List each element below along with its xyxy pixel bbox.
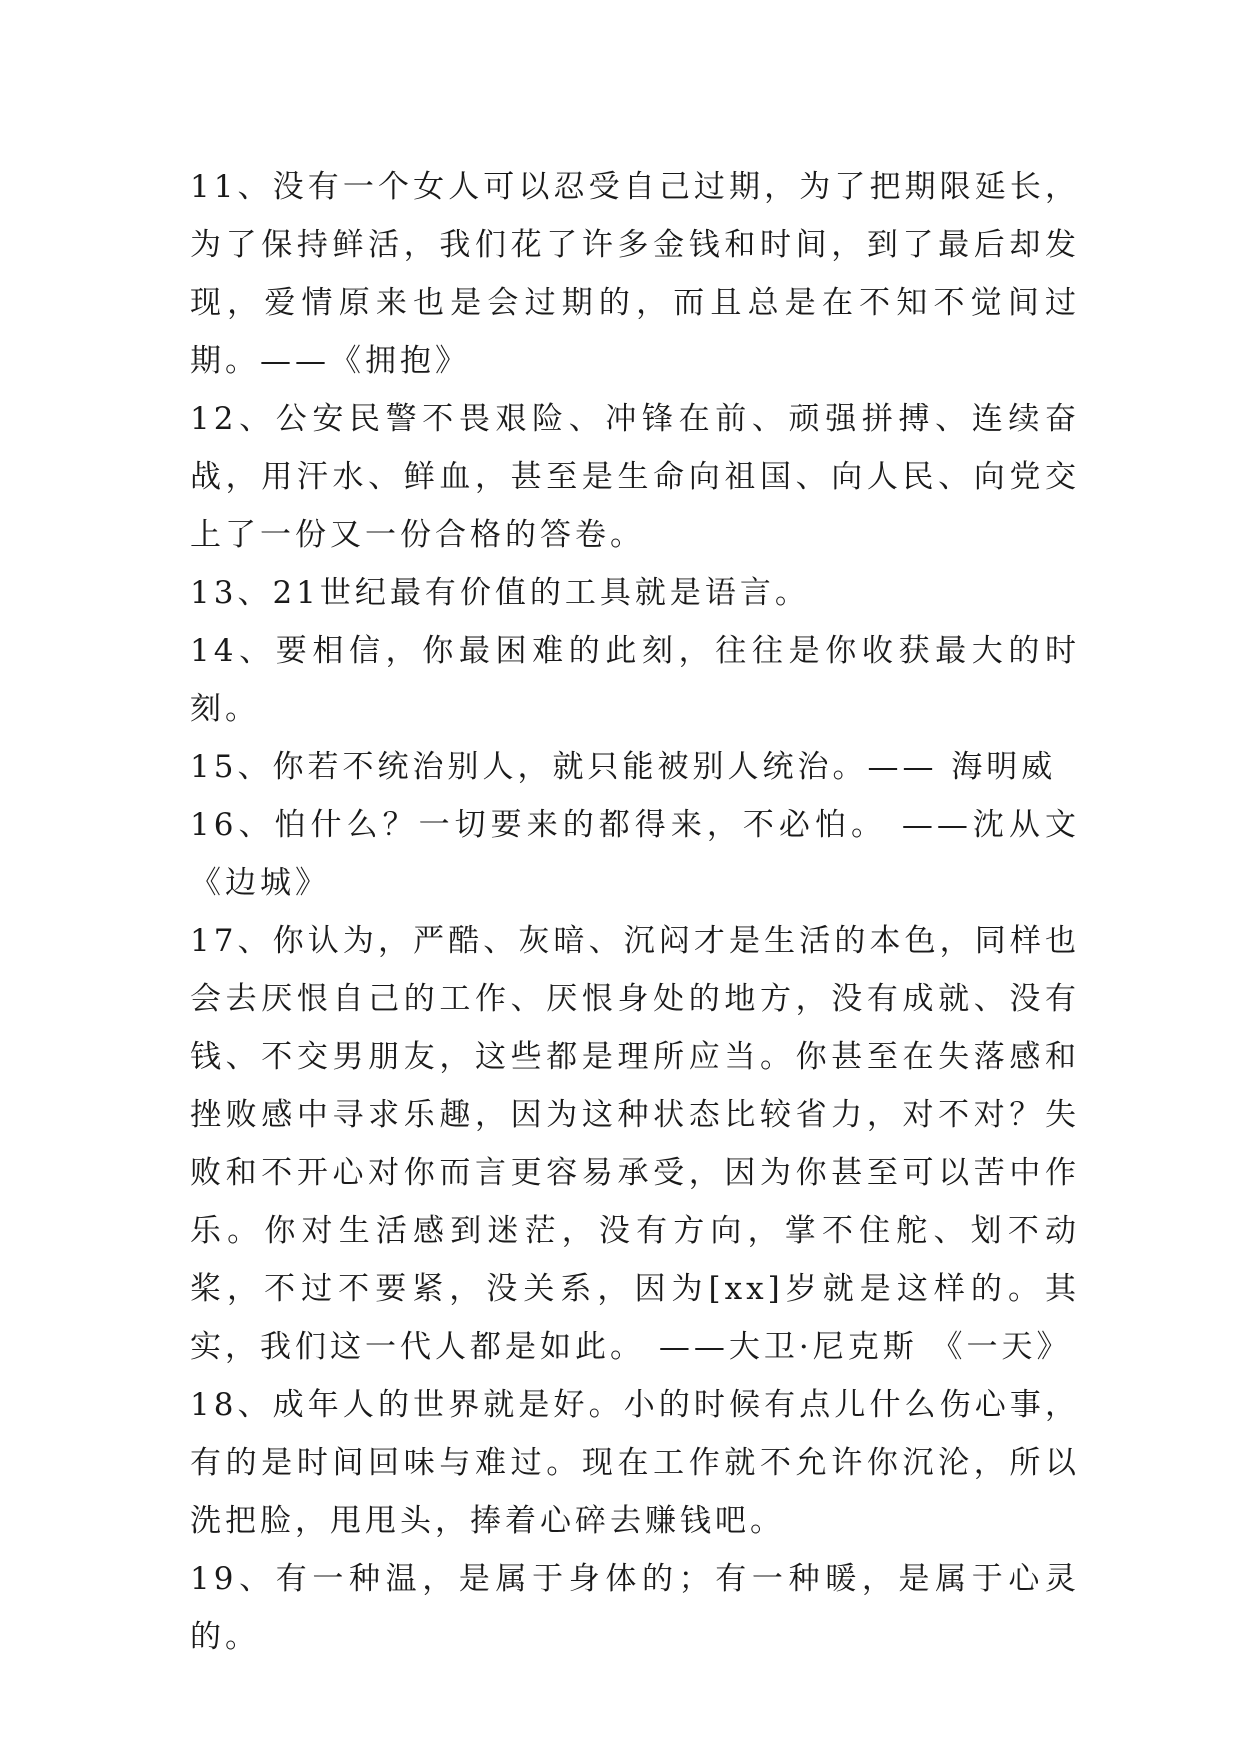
paragraph-15: 15、你若不统治别人，就只能被别人统治。—— 海明威 xyxy=(190,749,1057,785)
paragraph-19: 19、有一种温，是属于身体的；有一种暖，是属于心灵的。 xyxy=(190,1561,1080,1655)
paragraph-11: 11、没有一个女人可以忍受自己过期，为了把期限延长，为了保持鲜活，我们花了许多金钱和时间，到了最后却发现，爱情原来也是会过期的，而且总是在不知不觉间过期。——《拥抱》 xyxy=(190,169,1080,379)
paragraph-13: 13、21世纪最有价值的工具就是语言。 xyxy=(190,575,810,611)
paragraph-16: 16、怕什么？一切要来的都得来，不必怕。 ——沈从文《边城》 xyxy=(190,807,1080,901)
document-body xyxy=(190,158,1080,1666)
paragraph-18: 18、成年人的世界就是好。小的时候有点儿什么伤心事，有的是时间回味与难过。现在工作就不允许你沉沦，所以洗把脸，甩甩头，捧着心碎去赚钱吧。 xyxy=(190,1387,1080,1539)
paragraph-17: 17、你认为，严酷、灰暗、沉闷才是生活的本色，同样也会去厌恨自己的工作、厌恨身处的地方，没有成就、没有钱、不交男朋友，这些都是理所应当。你甚至在失落感和挫败感中寻求乐趣，因为这种状态比较省力，对不对？失败和不开心对你而言更容易承受，因为你甚至可以苦中作乐。你对生活感到迷茫，没有方向，掌不住舵、划不动桨，不过不要紧，没关系，因为[xx]岁就是这样的。其实，我们这一代人都是如此。 ——大卫·尼克斯 《一天》 xyxy=(190,923,1080,1365)
paragraph-14: 14、要相信，你最困难的此刻，往往是你收获最大的时刻。 xyxy=(190,633,1080,727)
paragraph-12: 12、公安民警不畏艰险、冲锋在前、顽强拼搏、连续奋战，用汗水、鲜血，甚至是生命向祖国、向人民、向党交上了一份又一份合格的答卷。 xyxy=(190,401,1080,553)
